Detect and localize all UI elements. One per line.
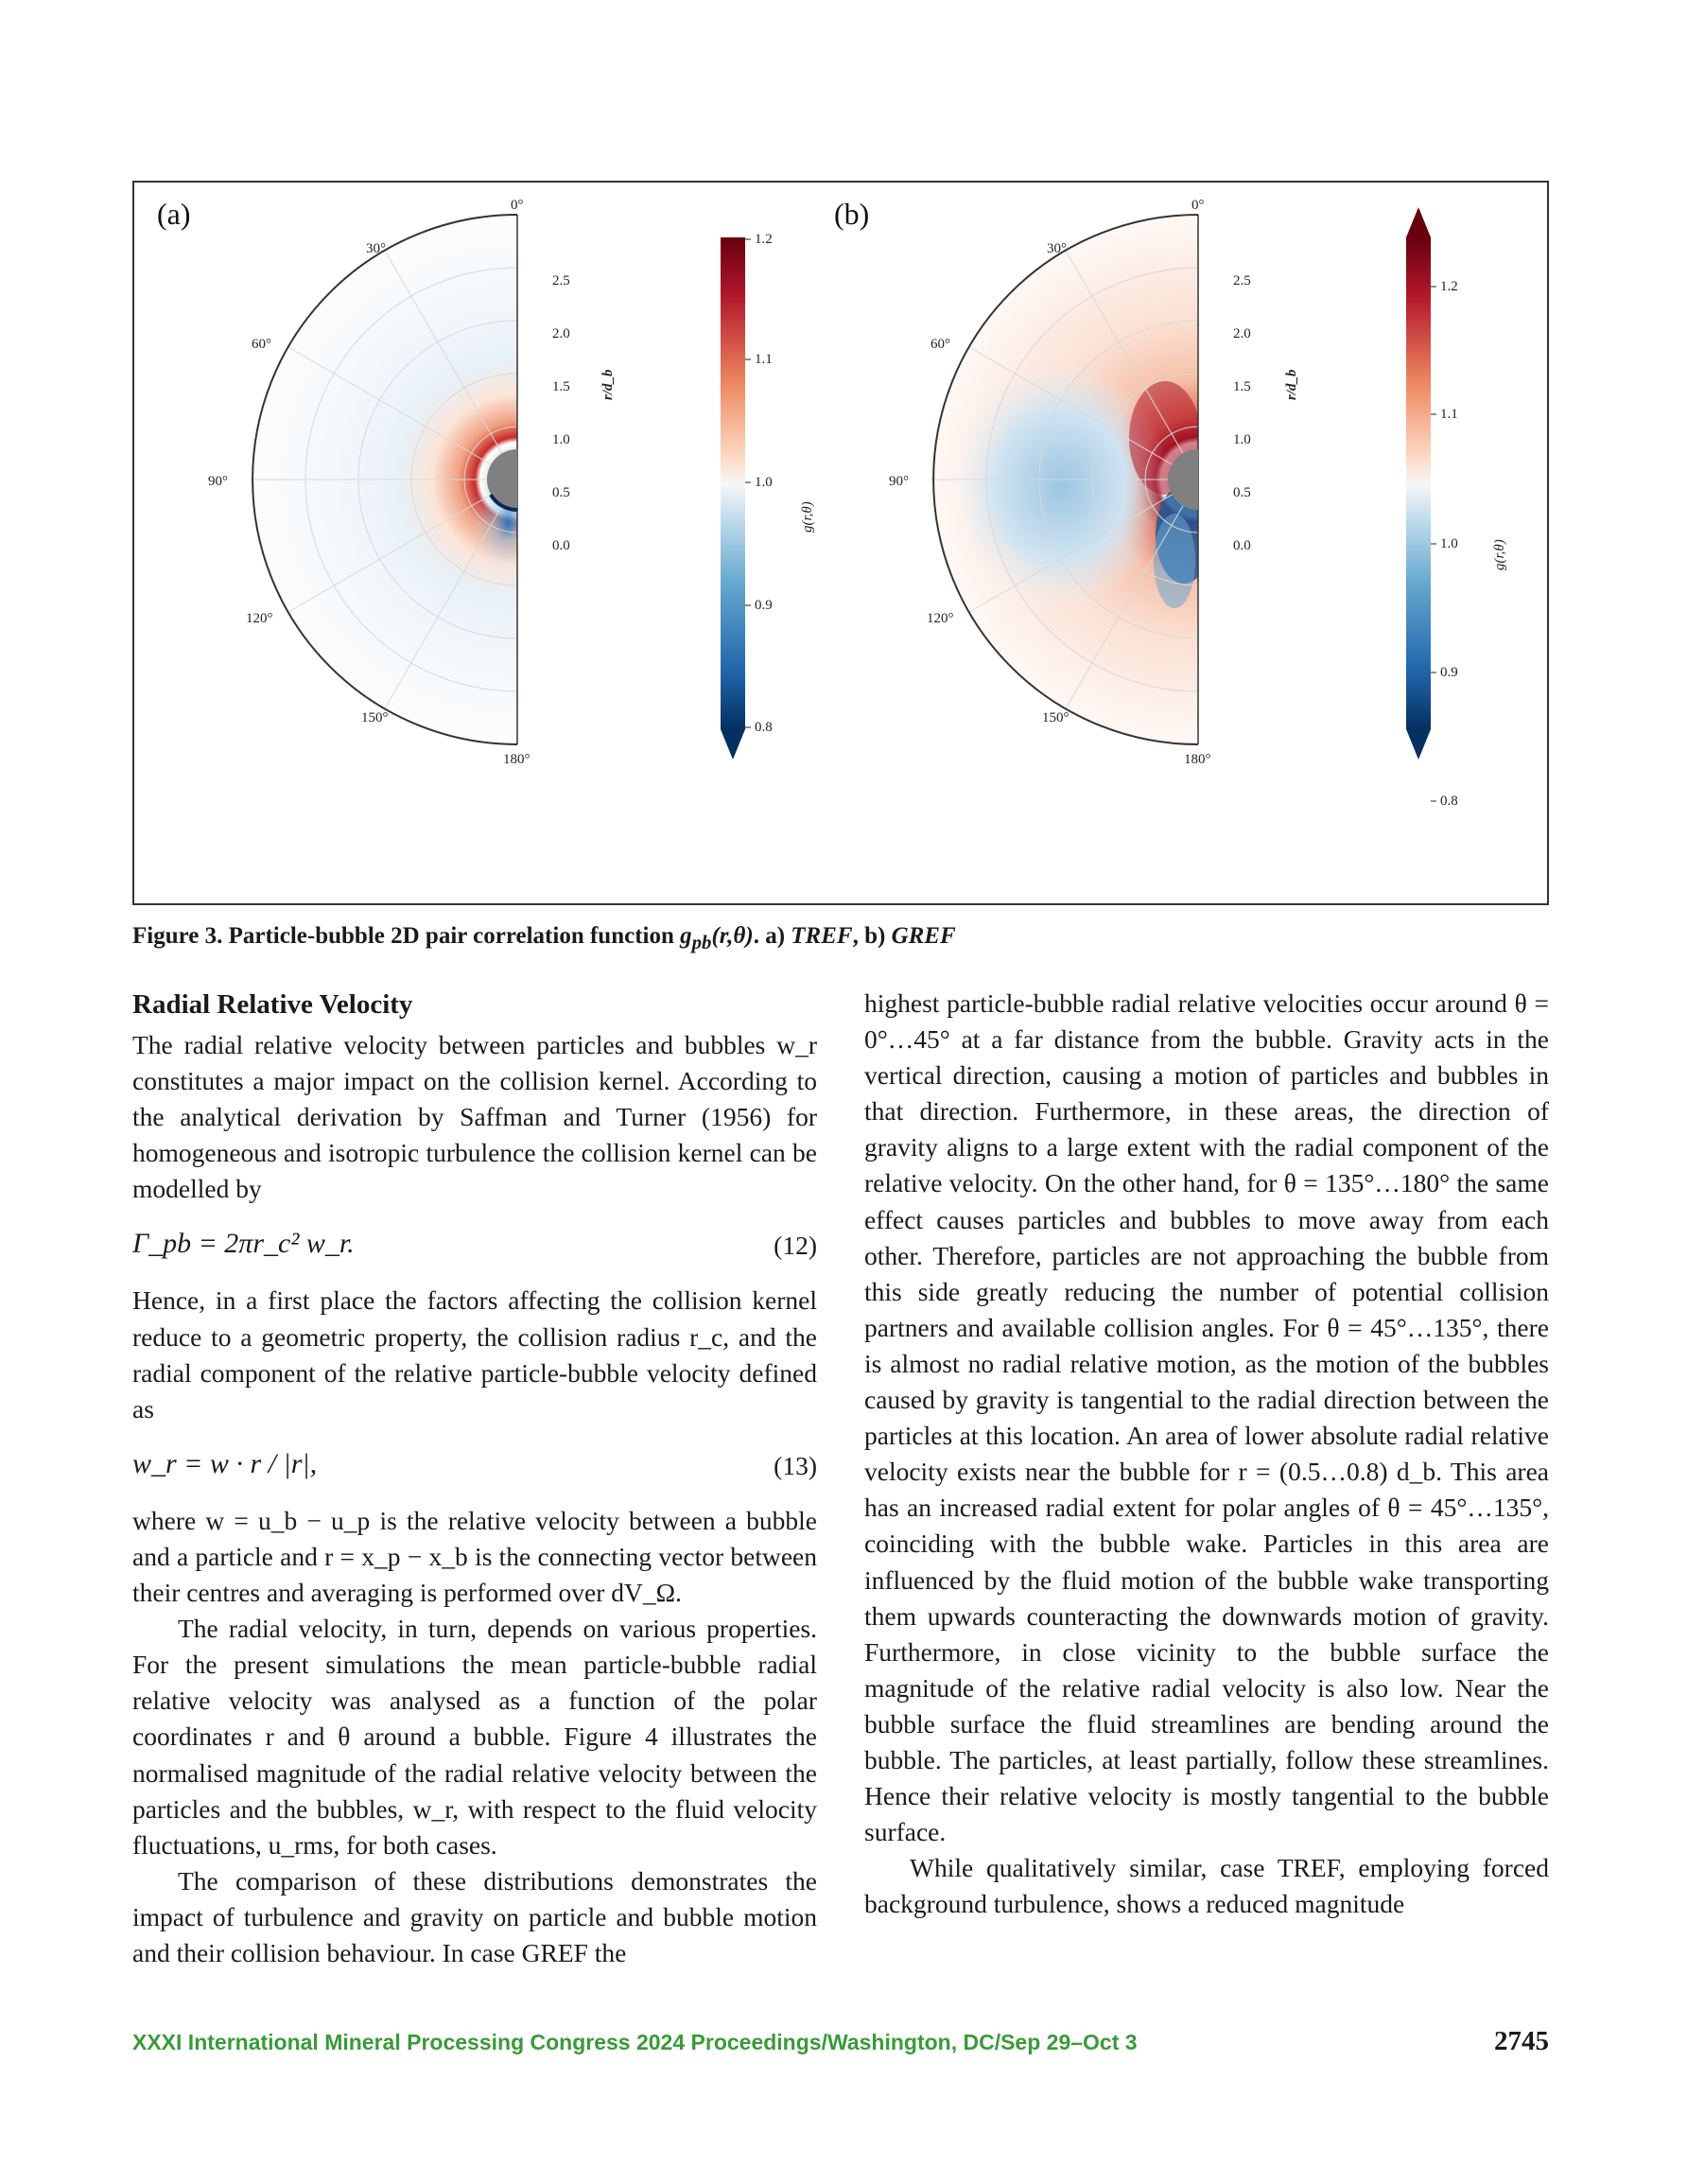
cbar-b-tick-1-0: 1.0 [1440, 536, 1458, 551]
paragraph: where w = u_b − u_p is the relative velocity between a bubble and a particle and r = x_p − x_b is the connecting vector between their centres and averaging is performed over dV_Ω. [132, 1505, 817, 1608]
cbar-a-tick-0-9: 0.9 [755, 598, 773, 613]
colorbar-label-a: g(r,θ) [800, 501, 815, 533]
cbar-a-tick-0-8: 0.8 [755, 720, 773, 735]
panel-b [834, 197, 1507, 809]
angle-label-90: 90° [208, 474, 228, 489]
cbar-b-tick-1-1: 1.1 [1440, 407, 1458, 422]
angle-label-30: 30° [366, 241, 386, 256]
angle-label-60: 60° [252, 337, 271, 352]
paragraph: The radial relative velocity between particles and bubbles w_r constitutes a major impact on the collision kernel. According to the analytical derivation by Saffman and Turner (1956) for homogeneous and isotropic turbulence the collision kernel can be modelled by [132, 1030, 817, 1204]
radial-tick-2-0: 2.0 [1233, 326, 1251, 341]
radial-tick-0-0: 0.0 [552, 538, 570, 553]
panel-a-label: (a) [157, 197, 191, 231]
radial-tick-1-5: 1.5 [1233, 379, 1251, 394]
radial-tick-0-5: 0.5 [552, 485, 570, 500]
radial-axis-label-a: r/d_b [600, 369, 616, 400]
cbar-b-tick-1-2: 1.2 [1440, 279, 1458, 294]
angle-label-90: 90° [889, 474, 909, 489]
angle-label-150: 150° [361, 710, 389, 725]
paragraph: While qualitatively similar, case TREF, employing forced background turbulence, shows a reduced magnitude [864, 1853, 1549, 1919]
angle-label-0: 0° [1191, 198, 1205, 213]
angle-label-120: 120° [927, 611, 954, 626]
radial-tick-2-5: 2.5 [552, 273, 570, 288]
angle-label-0: 0° [511, 198, 524, 213]
cbar-b-tick-0-8: 0.8 [1440, 794, 1458, 809]
angle-label-120: 120° [246, 611, 273, 626]
figure-3 [132, 181, 1549, 905]
angle-label-150: 150° [1042, 710, 1070, 725]
page-number: 2745 [1494, 2026, 1549, 2056]
figure-3-plots [134, 183, 1547, 903]
section-heading: Radial Relative Velocity [132, 989, 413, 1020]
right-column [864, 986, 1549, 1922]
equation-13: w_r = w · r / |r|, (13) [132, 1447, 817, 1480]
cbar-a-tick-1-2: 1.2 [755, 232, 773, 247]
angle-label-180: 180° [503, 752, 530, 767]
equation-12: Γ_pb = 2πr_c² w_r. (12) [132, 1228, 817, 1261]
figure-caption: Figure 3. Particle-bubble 2D pair correlation function $g_{pb}(r,\theta)$. a) TREF, b) GREF [132, 923, 956, 953]
radial-tick-0-0: 0.0 [1233, 538, 1251, 553]
radial-tick-1-0: 1.0 [1233, 432, 1251, 447]
paragraph: The radial velocity, in turn, depends on various properties. For the present simulations the mean particle-bubble radial relative velocity was analysed as a function of the polar coordinates r and θ around a bubble. Figure 4 illustrates the normalised magnitude of the radial relative velocity between the particles and the bubbles, w_r, with respect to the fluid velocity fluctuations, u_rms, for both cases. [132, 1614, 817, 1860]
radial-tick-2-0: 2.0 [552, 326, 570, 341]
paragraph: highest particle-bubble radial relative velocities occur around θ = 0°…45° at a far distance from the bubble. Gravity acts in the vertical direction, causing a motion of particles and bubbles in that direction. Furthermore, in these areas, the direction of gravity aligns to a large extent with the radial component of the relative velocity. On the other hand, for θ = 135°…180° the same effect causes particles and bubbles to move away from each other. Therefore, particles are not approaching the bubble from this side greatly reducing the number of potential collision partners and available collision angles. For θ = 45°…135°, there is almost no radial relative motion, as the motion of the bubbles caused by gravity is tangential to the radial direction between the particles at this location. An area of lower absolute radial relative velocity exists near the bubble for r = (0.5…0.8) d_b. This area has an increased radial extent for polar angles of θ = 45°…135°, coinciding with the bubble wake. Particles in this area are influenced by the fluid motion of the bubble wake transporting them upwards counteracting the downwards motion of gravity. Furthermore, in close vicinity to the bubble surface the magnitude of the relative radial velocity is also low. Near the bubble surface the fluid streamlines are bending around the bubble. The particles, at least partially, follow these streamlines. Hence their relative velocity is mostly tangential to the bubble surface. [864, 988, 1549, 1847]
radial-tick-1-0: 1.0 [552, 432, 570, 447]
angle-label-30: 30° [1047, 241, 1067, 256]
panel-b-label: (b) [834, 197, 870, 231]
radial-axis-label-b: r/d_b [1284, 369, 1299, 400]
paragraph: Hence, in a first place the factors affecting the collision kernel reduce to a geometric property, the collision radius r_c, and the radial component of the relative particle-bubble velocity defined as [132, 1285, 817, 1424]
cbar-a-tick-1-1: 1.1 [755, 352, 773, 367]
angle-label-180: 180° [1184, 752, 1211, 767]
colorbar-a [721, 237, 745, 729]
radial-tick-0-5: 0.5 [1233, 485, 1251, 500]
panel-a [157, 197, 815, 767]
left-column [132, 986, 817, 1971]
angle-label-60: 60° [930, 337, 950, 352]
radial-tick-2-5: 2.5 [1233, 273, 1251, 288]
cbar-b-tick-0-9: 0.9 [1440, 665, 1458, 680]
colorbar-label-b: g(r,θ) [1492, 539, 1507, 570]
page-footer [132, 2026, 1549, 2068]
conference-name: XXXI International Mineral Processing Congress 2024 Proceedings/Washington, DC/Sep 29–Oct 3 [132, 2030, 1138, 2054]
cbar-a-tick-1-0: 1.0 [755, 475, 773, 490]
radial-tick-1-5: 1.5 [552, 379, 570, 394]
paragraph: The comparison of these distributions demonstrates the impact of turbulence and gravity on particle and bubble motion and their collision behaviour. In case GREF the [132, 1865, 817, 1967]
colorbar-b [1406, 237, 1431, 729]
